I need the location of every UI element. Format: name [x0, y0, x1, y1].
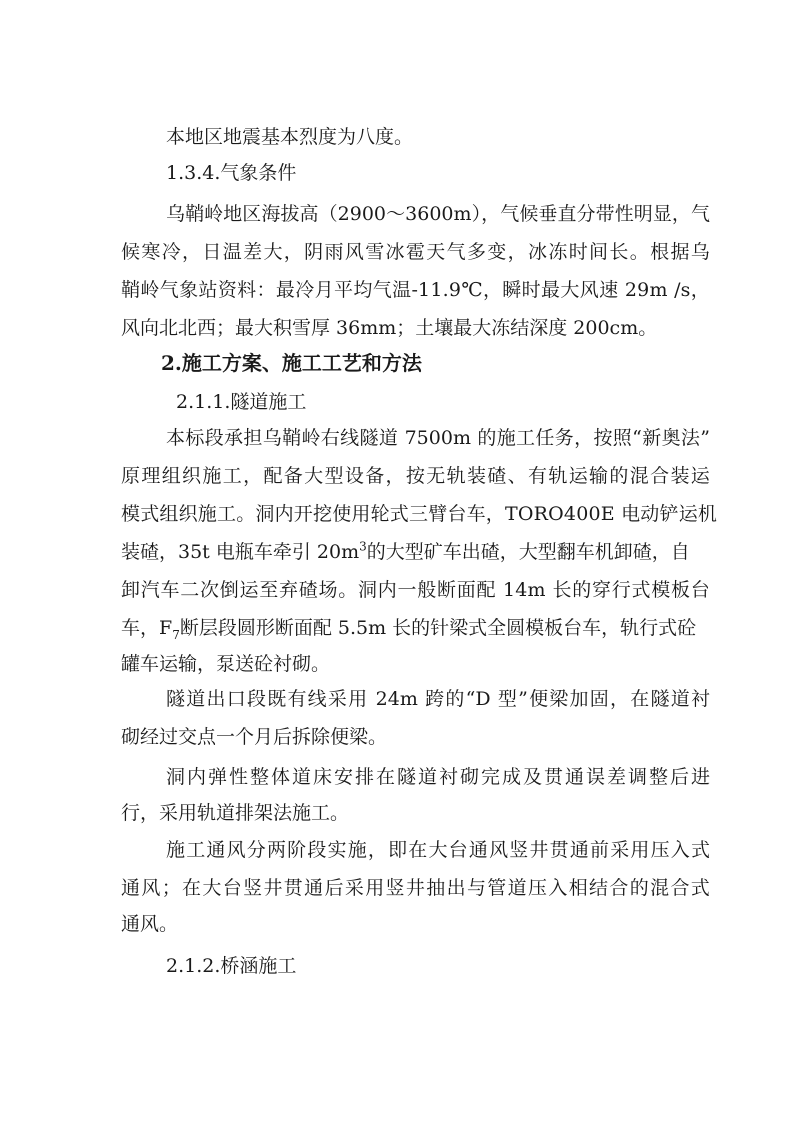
paragraph-line: 施工通风分两阶段实施，即在大台通风竖井贯通前采用压入式 — [166, 839, 710, 861]
paragraph-line: 乌鞘岭地区海拔高（2900～3600m），气候垂直分带性明显，气 — [166, 203, 710, 225]
paragraph-line: 隧道出口段既有线采用 24m 跨的“D 型”便梁加固，在隧道衬 — [166, 688, 710, 710]
paragraph-line: 通风；在大台竖井贯通后采用竖井抽出与管道压入相结合的混合式 — [121, 877, 710, 899]
paragraph-line: 砌经过交点一个月后拆除便梁。 — [121, 726, 388, 748]
paragraph-line — [121, 615, 696, 641]
paragraph-line: 洞内弹性整体道床安排在隧道衬砌完成及贯通误差调整后进 — [166, 766, 710, 788]
text-run: 的大型矿车出碴，大型翻车机卸碴，自 — [366, 541, 690, 563]
paragraph-line: 风向北北西；最大积雪厚 36mm；土壤最大冻结深度 200cm。 — [121, 317, 658, 339]
text-run: 断层段圆形断面配 5.5m 长的针梁式全圆模板台车，轨行式砼 — [179, 617, 697, 639]
paragraph-line: 通风。 — [121, 913, 179, 935]
paragraph-line: 行，采用轨道排架法施工。 — [121, 802, 350, 824]
subscript: 7 — [172, 627, 180, 642]
section-heading-2: 2.施工方案、施工工艺和方法 — [161, 351, 422, 375]
paragraph-line: 卸汽车二次倒运至弃碴场。洞内一般断面配 14m 长的穿行式模板台 — [121, 579, 710, 601]
paragraph-line: 模式组织施工。洞内开挖使用轮式三臂台车，TORO400E 电动铲运机 — [121, 503, 718, 525]
text-run: 装碴，35t 电瓶车牵引 20m — [121, 541, 360, 563]
paragraph-line: 本标段承担乌鞘岭右线隧道 7500m 的施工任务，按照“新奥法” — [166, 427, 710, 449]
paragraph-line: 鞘岭气象站资料：最冷月平均气温-11.9℃，瞬时最大风速 29m /s， — [121, 279, 710, 301]
section-heading-1-3-4: 1.3.4.气象条件 — [166, 162, 297, 184]
paragraph-line — [121, 539, 690, 565]
paragraph-line: 本地区地震基本烈度为八度。 — [166, 126, 414, 148]
superscript: 3 — [359, 539, 367, 554]
section-heading-2-1-2: 2.1.2.桥涵施工 — [166, 955, 297, 977]
text-run: 车，F — [121, 617, 173, 639]
section-heading-2-1-1: 2.1.1.隧道施工 — [176, 391, 307, 413]
paragraph-line: 原理组织施工，配备大型设备，按无轨装碴、有轨运输的混合装运 — [121, 465, 710, 487]
paragraph-line: 罐车运输，泵送砼衬砌。 — [121, 653, 331, 675]
paragraph-line: 候寒冷，日温差大，阴雨风雪冰雹天气多变，冰冻时间长。根据乌 — [121, 241, 710, 263]
